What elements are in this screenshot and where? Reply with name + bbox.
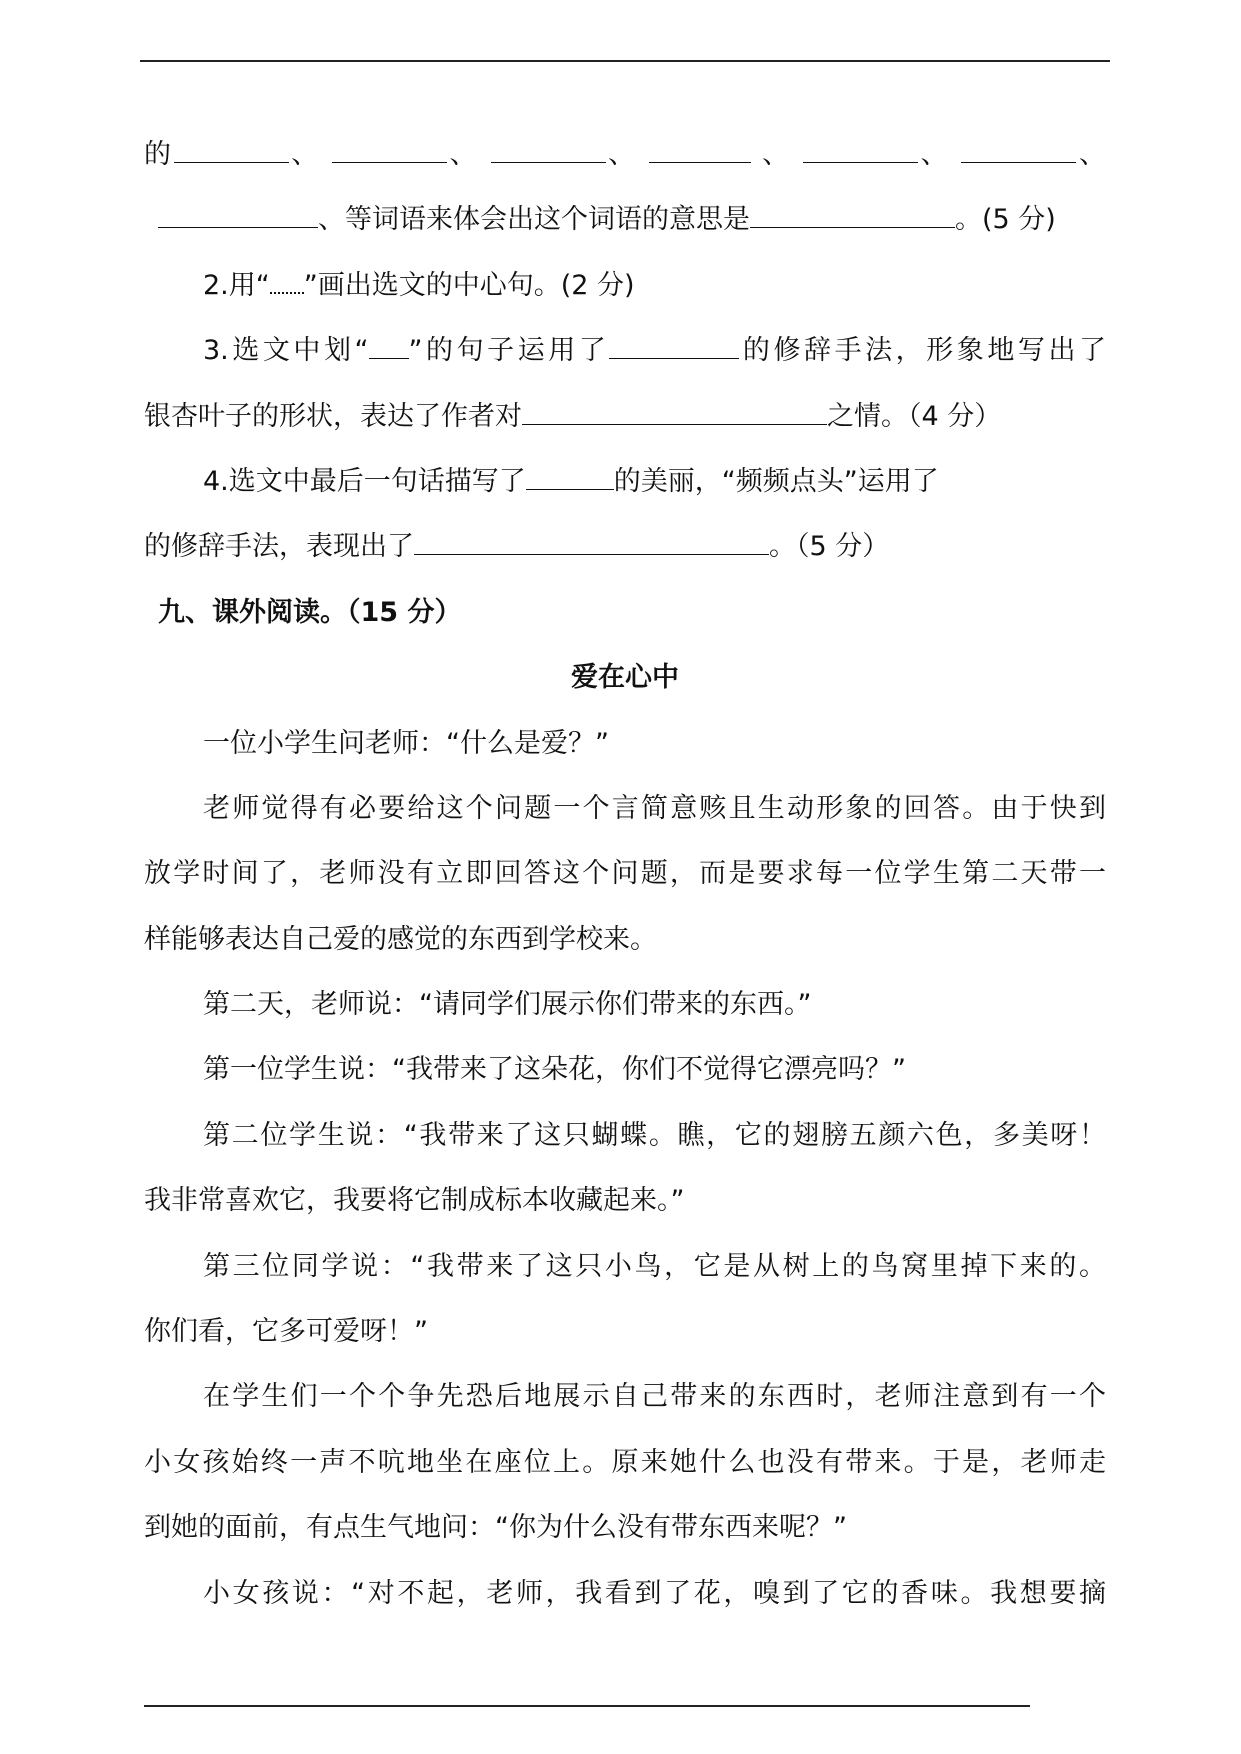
passage-line: 小女孩始终一声不吭地坐在座位上。原来她什么也没有带来。于是，老师走 [144,1446,1106,1478]
text: 的修辞手法，形象地写出了 [739,335,1106,367]
passage-line: 样能够表达自己爱的感觉的东西到学校来。 [144,923,657,955]
passage-line: 在学生们一个个争先恐后地展示自己带来的东西时，老师注意到有一个 [203,1381,1106,1413]
q3-line2 [144,384,1106,449]
text: 的修辞手法，表现出了 [144,531,414,563]
passage-line: 第一位学生说：“我带来了这朵花，你们不觉得它漂亮吗？” [203,1054,906,1086]
passage-line: 放学时间了，老师没有立即回答这个问题，而是要求每一位学生第二天带一 [144,858,1106,890]
passage-title: 爱在心中 [571,662,679,694]
answer-blank[interactable] [332,140,447,163]
q4-line2 [144,514,1106,579]
answer-blank[interactable] [174,140,289,163]
answer-blank[interactable] [491,140,606,163]
answer-blank[interactable] [522,402,827,425]
passage-line: 一位小学生问老师：“什么是爱？” [203,727,609,759]
passage-line: 你们看，它多可爱呀！” [144,1316,428,1348]
answer-blank[interactable] [414,532,769,555]
q1-line2 [144,187,1106,252]
text: 3.选文中划“ [203,335,369,367]
answer-blank[interactable] [158,205,318,228]
passage-line: 第二天，老师说：“请同学们展示你们带来的东西。” [203,989,812,1021]
text: 、 [917,139,951,170]
text: ”画出选文的中心句。(2 分) [303,269,635,301]
answer-blank[interactable] [649,140,751,163]
header-rule [140,60,1110,62]
text: 、 [605,139,638,170]
q1-line1 [144,122,1106,187]
text: 、 [1076,139,1107,170]
text: ”的句子运用了 [408,335,610,367]
underline-mark [369,336,409,359]
passage-line: 第二位学生说：“我带来了这只蝴蝶。瞧，它的翅膀五颜六色，多美呀！ [203,1119,1106,1151]
text: 银杏叶子的形状，表达了作者对 [144,400,522,432]
q2-line [144,253,1106,318]
answer-blank[interactable] [609,336,739,359]
wavy-line-mark [270,274,304,294]
text: 、 [288,139,321,170]
text: 、 [447,139,480,170]
section-heading: 九、课外阅读。（15 分） [158,596,462,628]
text: 4.选文中最后一句话描写了 [203,465,526,497]
passage-line: 第三位同学说：“我带来了这只小鸟，它是从树上的鸟窝里掉下来的。 [203,1250,1106,1282]
answer-blank[interactable] [526,467,614,490]
passage-line: 到她的面前，有点生气地问：“你为什么没有带东西来呢？” [144,1512,847,1544]
text: 2.用“ [203,269,270,301]
text: 、 [762,139,792,170]
answer-blank[interactable] [961,140,1076,163]
answer-blank[interactable] [803,140,918,163]
text: 的 [144,139,174,170]
answer-blank[interactable] [750,205,955,228]
text: 的美丽，“频频点头”运用了 [613,465,939,497]
passage-line: 小女孩说：“对不起，老师，我看到了花，嗅到了它的香味。我想要摘 [203,1577,1106,1609]
text: 。（5 分） [769,531,890,563]
passage-line: 我非常喜欢它，我要将它制成标本收藏起来。” [144,1185,685,1217]
text: 之情。（4 分） [827,400,1002,432]
page-body [144,122,1106,1626]
passage-line: 老师觉得有必要给这个问题一个言简意赅且生动形象的回答。由于快到 [203,792,1106,824]
text: 。(5 分) [955,204,1056,236]
text: 、等词语来体会出这个词语的意思是 [318,204,750,236]
q4-line1 [144,449,1106,514]
footer-rule [144,1705,1030,1707]
q3-line1 [144,318,1106,383]
